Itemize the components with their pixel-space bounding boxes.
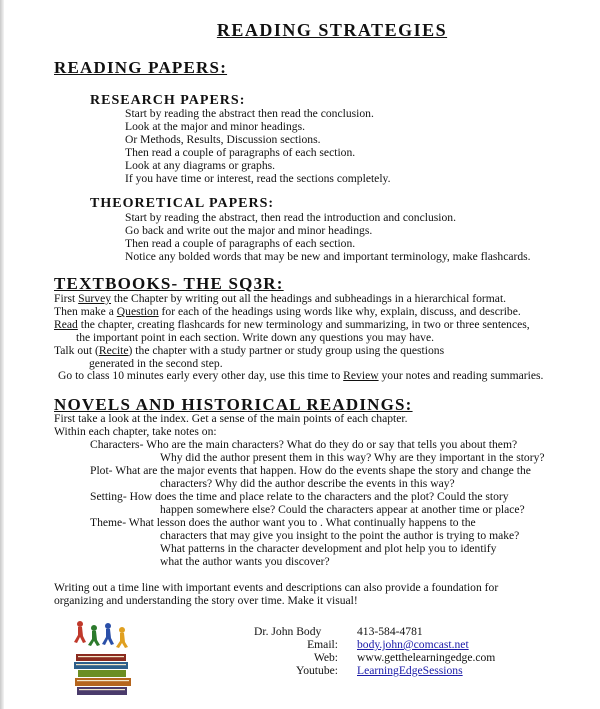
book-stack-icon	[74, 654, 131, 695]
email-link[interactable]: body.john@comcast.net	[357, 637, 469, 651]
term-survey: Survey	[78, 292, 112, 305]
theme-item: Theme- What lesson does the author want you to . What continually happens to the characters that may give you insight to the point the author is trying to make? What patterns in the character development and plot help you to identify what the author wants you discover?	[90, 516, 520, 568]
list-item: Start by reading the abstract, then read the introduction and conclusion.	[125, 211, 456, 224]
web-label: Web:	[313, 650, 338, 664]
research-papers-list	[125, 108, 391, 185]
characters-item: Characters- Who are the main characters? What do they do or say that tells you about them? Why did the author present them in this way? Why are they important in the story?	[90, 438, 545, 464]
sq3r-read: Read the chapter, creating flashcards for new terminology and summarizing, in two or three sentences,	[54, 317, 530, 331]
novels-section	[54, 413, 408, 439]
contact-phone: 413-584-4781	[357, 625, 423, 638]
contact-labels	[254, 626, 338, 678]
sq3r-recite: Talk out (Recite) the chapter with a study partner or study group using the questions	[54, 343, 445, 357]
closing-paragraph: Writing out a time line with important events and descriptions can also provide a foundation for organizing and understanding the story over time. Make it visual!	[54, 581, 499, 607]
email-label: Email:	[307, 637, 338, 651]
list-item: Then read a couple of paragraphs of each section.	[125, 236, 356, 250]
characters-label: Characters-	[90, 438, 144, 451]
sq3r-review: Go to class 10 minutes early every other day, use this time to Review your notes and reading summaries.	[58, 369, 544, 383]
term-recite: Recite	[98, 343, 129, 357]
youtube-label: Youtube:	[296, 663, 338, 677]
term-read: Read	[54, 317, 78, 331]
list-item: Start by reading the abstract then read the conclusion.	[125, 107, 374, 120]
sq3r-question: Then make a Question for each of the headings using words like why, explain, discuss, and describe.	[54, 304, 521, 318]
sq3r-survey: First Survey the Chapter by writing out all the headings and subheadings in a hierarchical format.	[54, 292, 507, 305]
research-papers-heading: RESEARCH PAPERS:	[90, 93, 246, 108]
contact-values	[357, 626, 495, 678]
list-item: Notice any bolded words that may be new and important terminology, make flashcards.	[125, 249, 531, 263]
page-title: READING STRATEGIES	[216, 20, 448, 40]
plot-item: Plot- What are the major events that happen. How do the events shape the story and change the characters? Why did the author describe the events in this way?	[90, 464, 531, 490]
people-figures-icon	[74, 621, 128, 648]
theoretical-papers-list	[125, 212, 531, 264]
textbooks-heading: TEXTBOOKS- THE SQ3R:	[54, 274, 284, 293]
theme-label: Theme-	[90, 516, 127, 529]
contact-name: Dr. John Body	[254, 625, 322, 638]
setting-label: Setting-	[90, 490, 127, 503]
list-item: Or Methods, Results, Discussion sections.	[125, 132, 321, 146]
plot-label: Plot-	[90, 464, 113, 477]
sq3r-steps	[54, 293, 543, 383]
list-item: Go back and write out the major and minor headings.	[125, 223, 373, 237]
youtube-link[interactable]: LearningEdgeSessions	[357, 663, 463, 677]
sq3r-recite-cont: generated in the second step.	[89, 356, 223, 370]
readers-books-logo	[70, 618, 140, 698]
theoretical-papers-heading: THEORETICAL PAPERS:	[90, 196, 275, 211]
page-edge-shadow	[0, 0, 4, 709]
setting-item: Setting- How does the time and place relate to the characters and the plot? Could the story happen somewhere else? Could the characters appear at another time or place?	[90, 490, 525, 516]
list-item: Then read a couple of paragraphs of each section.	[125, 145, 356, 159]
list-item: If you have time or interest, read the sections completely.	[125, 171, 391, 185]
list-item: Look at any diagrams or graphs.	[125, 158, 276, 172]
reading-papers-heading: READING PAPERS:	[54, 58, 228, 77]
novels-intro: First take a look at the index. Get a sense of the main points of each chapter.	[54, 412, 408, 425]
term-question: Question	[116, 304, 159, 318]
list-item: Look at the major and minor headings.	[125, 119, 305, 133]
novels-heading: NOVELS AND HISTORICAL READINGS:	[54, 395, 413, 414]
web-address: www.getthelearningedge.com	[357, 650, 496, 664]
term-review: Review	[343, 369, 379, 383]
sq3r-read-cont: the important point in each section. Write down any questions you may have.	[76, 330, 435, 344]
novels-within: Within each chapter, take notes on:	[54, 424, 217, 438]
